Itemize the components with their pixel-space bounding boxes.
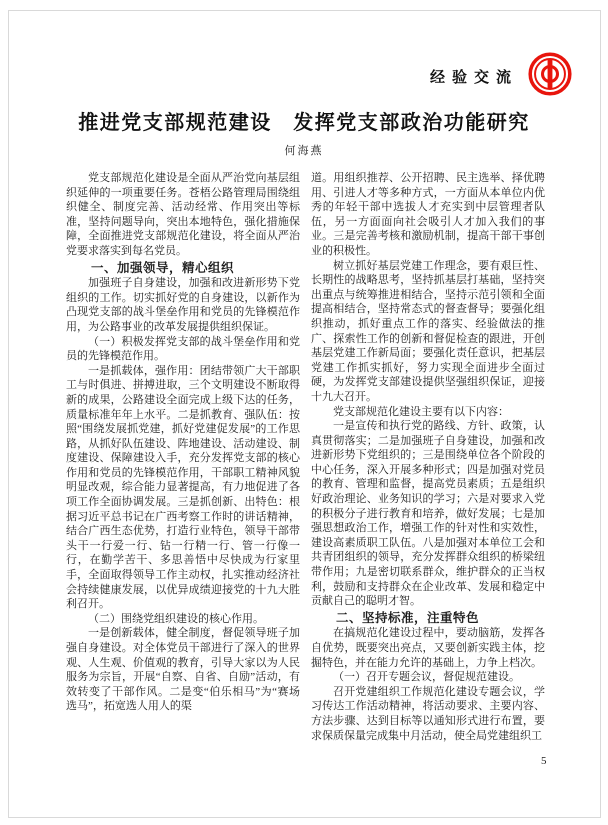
paragraph-continuation: 道。用组织推荐、公开招聘、民主选举、择优聘用、引进人才等多种方式，一方面从本单位内优秀的年轻干部中选拔人才充实到中层管理者队伍，另一方面面向社会吸引人才加入我们的事业。三是完善考核和激励机制，提高干部干事创业的积极性。: [311, 172, 545, 257]
section-heading-1: 一、加强领导，精心组织: [91, 260, 235, 275]
subsection-heading: （一）积极发挥党支部的战斗堡垒作用和党员的先锋模范作用。: [66, 335, 300, 363]
body-column-right: [311, 171, 545, 743]
paragraph: 在搞规范化建设过程中，要动脑筋，发挥各自优势，既要突出亮点，又要创新实践主体，挖掘特色，并在能力允许的基础上，力争上档次。: [311, 627, 545, 669]
paragraph: 党支部规范化建设主要有以下内容：: [333, 405, 509, 418]
paragraph: 召开党建组织工作规范化建设专题会议，学习传达工作活动精神，将活动要求、主要内容、方法步骤、达到目标等以通知形式进行布置，要求保质保量完成集中月活动，使全局党建组织工: [311, 685, 545, 742]
article-body: [66, 171, 546, 743]
page-number: 5: [541, 755, 547, 767]
paragraph: 党支部规范化建设是全面从严治党向基层组织延伸的一项重要任务。苍梧公路管理局围绕组织健全、制度完善、活动经常、作用突出等标准，坚持问题导向，突出本地特色，强化措施保障，全面推进党支部规范化建设，将全面从严治党要求落实到每名党员。: [66, 172, 300, 257]
paragraph: 加强班子自身建设，加强和改进新形势下党组织的工作。切实抓好党的自身建设，以新作为凸现党支部的战斗堡垒作用和党员的先锋模范作用，为公路事业的改革发展提供组织保证。: [66, 277, 300, 333]
body-column-left: [66, 171, 300, 743]
article-author: 何海燕: [284, 145, 324, 157]
paragraph: 一是创新载体，健全制度，督促领导班子加强自身建设。对全体党员干部进行了深入的世界观、人生观、价值观的教育，引导大家以为人民服务为宗旨，开展“自察、自省、自励”活动，有效转变了干部作风。二是变“伯乐相马”为“赛场选马”，拓宽选人用人的渠: [66, 627, 300, 713]
page-header: [430, 52, 572, 96]
section-label: 经验交流: [429, 69, 518, 86]
trade-union-emblem-icon: [528, 52, 572, 96]
article-title: 推进党支部规范建设 发挥党支部政治功能研究: [78, 112, 530, 134]
paragraph: 一是抓载体，强作用：团结带领广大干部职工与时俱进、拼搏进取，三个文明建设不断取得新的成果，公路建设全面完成上级下达的任务，质量标准年年上水平。二是抓教育、强队伍：按照“围绕发展抓党建，抓好党建促发展”的工作思路，从抓好队伍建设、阵地建设、活动建设、制度建设、保障建设入手，充分发挥党支部的核心作用和党员的先锋模范作用，干部职工精神风貌明显改观，综合能力显著提高，有力地促进了各项工作全面协调发展。三是抓创新、出特色：根据习近平总书记在广西考察工作时的讲话精神，结合广西生态优势，打造行业特色，领导干部带头干一行爱一行、钻一行精一行、管一行像一行，在勤学苦干、多思善悟中尽快成为行家里手，全面取得领导工作主动权，扎实推动经济社会持续健康发展，以优异成绩迎接党的十九大胜利召开。: [66, 364, 300, 611]
subsection-heading: （一）召开专题会议，督促规范建设。: [333, 671, 520, 684]
subsection-heading: （二）围绕党组织建设的核心作用。: [88, 612, 264, 625]
paragraph: 树立抓好基层党建工作理念，要有艰巨性、长期性的战略思考，坚持抓基层打基础，坚持突出重点与统筹推进相结合，坚持示范引领和全面提高相结合，坚持常态式的督查督导；要强化组织推动，抓好重点工作的落实、经验做法的推广、探索性工作的创新和督促检查的跟进，开创基层党建工作新局面；要强化责任意识，把基层党建工作抓实抓好，努力实现全面进步全面过硬，为发挥党支部建设提供坚强组织保证，迎接十九大召开。: [311, 259, 545, 403]
section-heading-2: 二、坚持标准，注重特色: [336, 610, 480, 625]
paragraph: 一是宣传和执行党的路线、方针、政策，认真贯彻落实；二是加强班子自身建设，加强和改进新形势下党组织的；三是围绕单位各个阶段的中心任务，深入开展多种形式；四是加强对党员的教育、管理和监督，提高党员素质；五是组织好政治理论、业务知识的学习；六是对要求入党的积极分子进行教育和培养，做好发展；七是加强思想政治工作，增强工作的针对性和实效性，建设高素质职工队伍。八是加强对本单位工会和共青团组织的领导，充分发挥群众组织的桥梁纽带作用；九是密切联系群众，维护群众的正当权利，鼓励和支持群众在企业改革、发展和稳定中贡献自己的聪明才智。: [311, 420, 545, 608]
